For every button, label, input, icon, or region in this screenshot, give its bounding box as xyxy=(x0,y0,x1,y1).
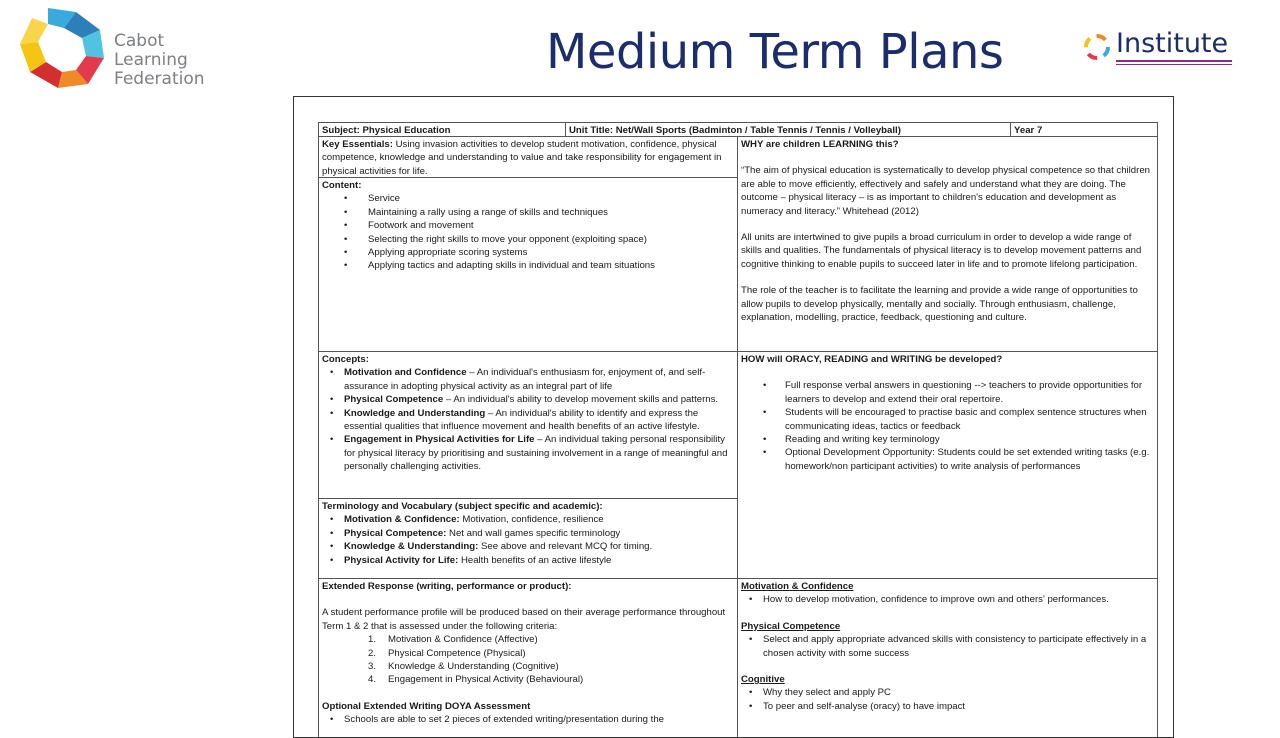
key-essentials-cell xyxy=(318,136,738,178)
criteria-text: Knowledge & Understanding (Cognitive) xyxy=(388,661,559,673)
extended-text: A student performance profile will be produced based on their average performance throughout Term 1 & 2 that is assessed under the following criteria: xyxy=(322,607,726,632)
content-item: • Applying appropriate scoring systems xyxy=(322,246,734,259)
terminology-item xyxy=(322,527,734,540)
assess-heading: Physical Competence xyxy=(741,620,841,632)
terminology-text: See above and relevant MCQ for timing. xyxy=(478,541,653,553)
oracy-list xyxy=(741,379,1154,473)
assess-item: • How to develop motivation, confidence to improve own and others' performances. xyxy=(741,593,1154,606)
oracy-item: • Reading and writing key terminology xyxy=(741,433,1154,446)
terminology-text: Health benefits of an active lifestyle xyxy=(458,554,612,566)
concept-text: – An individual's ability to develop movement skills and patterns. xyxy=(443,394,719,406)
terminology-term: Knowledge & Understanding: xyxy=(344,541,479,553)
extended-label: Extended Response (writing, performance or product): xyxy=(322,581,572,592)
criteria-item xyxy=(322,673,734,686)
assess-heading: Cognitive xyxy=(741,674,785,686)
concepts-label: Concepts: xyxy=(322,354,369,365)
concept-item xyxy=(322,366,734,393)
terminology-term: Motivation & Confidence: xyxy=(344,514,460,526)
key-essentials-text: Using invasion activities to develop student motivation, confidence, physical competence, knowledge and understanding to value and take responsibility for engagement in physical activities for life. xyxy=(322,139,722,177)
terminology-term: Physical Activity for Life: xyxy=(344,554,459,566)
why-learning-cell xyxy=(737,136,1158,352)
content-item: • Service xyxy=(322,192,734,205)
assessment-cell xyxy=(737,578,1158,738)
why-label: WHY are children LEARNING this? xyxy=(741,139,899,150)
content-list xyxy=(322,192,734,272)
criteria-text: Motivation & Confidence (Affective) xyxy=(388,634,538,646)
terminology-cell xyxy=(318,498,738,579)
subject-cell: Subject: Physical Education xyxy=(318,122,566,137)
concept-text: – An individual's ability to identify and express the essential qualities that influence movement and health benefits of an active lifestyle. xyxy=(344,407,700,433)
terminology-term: Physical Competence: xyxy=(344,527,447,539)
assess-item: • To peer and self-analyse (oracy) to have impact xyxy=(741,700,1154,713)
institute-label: Institute xyxy=(1116,28,1229,59)
content-item: • Maintaining a rally using a range of skills and techniques xyxy=(322,206,734,219)
criteria-list xyxy=(322,633,734,687)
oracy-item: • Full response verbal answers in questioning --> teachers to provide opportunities for learners to develop and extend their oral repertoire. xyxy=(741,379,1154,406)
terminology-item xyxy=(322,513,734,526)
assess-heading: Motivation & Confidence xyxy=(741,581,854,592)
terminology-item xyxy=(322,540,734,553)
criteria-number: 1. xyxy=(368,634,377,646)
oracy-cell xyxy=(737,351,1158,579)
org-name-line-1: Cabot xyxy=(114,31,165,51)
concept-term: Motivation and Confidence xyxy=(344,367,467,379)
assess-item: • Select and apply appropriate advanced skills with consistency to participate effectively in a chosen activity with some success xyxy=(741,633,1154,660)
optional-label: Optional Extended Writing DOYA Assessment xyxy=(322,700,531,712)
oracy-label: HOW will ORACY, READING and WRITING be developed? xyxy=(741,354,1003,365)
institute-underline-2 xyxy=(1116,64,1232,65)
extended-response-cell xyxy=(318,578,738,738)
org-name xyxy=(114,32,205,89)
concept-item xyxy=(322,433,734,473)
terminology-item xyxy=(322,554,734,567)
content-item: • Applying tactics and adapting skills in individual and team situations xyxy=(322,259,734,272)
key-essentials-label: Key Essentials: xyxy=(322,139,393,150)
institute-underline xyxy=(1116,60,1232,62)
criteria-item xyxy=(322,647,734,660)
assess-item: • Why they select and apply PC xyxy=(741,686,1154,699)
org-name-line-2: Learning xyxy=(114,50,188,70)
concept-item xyxy=(322,407,734,434)
oracy-item: • Students will be encouraged to practise basic and complex sentence structures when communicating ideas, tactics or feedback xyxy=(741,406,1154,433)
why-paragraph: The role of the teacher is to facilitate the learning and provide a wide range of opportunities to allow pupils to develop physically, mentally and socially. Through enthusiasm, challenge, explanation, modelling, practice, feedback, questioning and culture. xyxy=(741,285,1138,324)
content-item: • Selecting the right skills to move your opponent (exploiting space) xyxy=(322,233,734,246)
oracy-item: • Optional Development Opportunity: Students could be set extended writing tasks (e.g. homework/non participant activities) to write analysis of performances xyxy=(741,446,1154,473)
optional-item: • Schools are able to set 2 pieces of extended writing/presentation during the xyxy=(322,713,734,726)
concepts-cell xyxy=(318,351,738,499)
slide-title: Medium Term Plans xyxy=(546,24,1004,80)
concepts-list xyxy=(322,366,734,473)
terminology-list xyxy=(322,513,734,567)
criteria-number: 3. xyxy=(368,661,377,673)
criteria-text: Engagement in Physical Activity (Behavioural) xyxy=(388,674,584,686)
criteria-number: 2. xyxy=(368,647,377,659)
institute-logo-icon xyxy=(1082,32,1112,62)
concept-text: – An individual's enthusiasm for, enjoyment of, and self-assurance in adopting physical activity as an integral part of life xyxy=(344,367,706,392)
concept-term: Engagement in Physical Activities for Life xyxy=(344,434,535,446)
criteria-text: Physical Competence (Physical) xyxy=(388,647,526,659)
terminology-text: Net and wall games specific terminology xyxy=(446,527,621,539)
concept-text: – An individual taking personal responsibility for physical literacy by prioritising and sustaining involvement in a range of meaningful and personally challenging activities. xyxy=(344,434,728,473)
content-cell xyxy=(318,177,738,352)
concept-term: Knowledge and Understanding xyxy=(344,407,486,419)
year-cell: Year 7 xyxy=(1010,122,1158,137)
terminology-text: Motivation, confidence, resilience xyxy=(459,514,604,526)
content-item: • Footwork and movement xyxy=(322,219,734,232)
unit-title-cell: Unit Title: Net/Wall Sports (Badminton / Table Tennis / Tennis / Volleyball) xyxy=(565,122,1011,137)
terminology-label: Terminology and Vocabulary (subject specific and academic): xyxy=(322,501,603,512)
cabot-federation-logo-icon xyxy=(18,6,108,90)
why-paragraph: “The aim of physical education is systematically to develop physical competence so that children are able to move efficiently, effectively and safely and understand what they are doing. The outcome – physical literacy – is as important to children's education and development as numeracy and literacy.” Whitehead (2012) xyxy=(741,165,1151,217)
concept-term: Physical Competence xyxy=(344,394,444,406)
content-label: Content: xyxy=(322,180,362,191)
criteria-number: 4. xyxy=(368,674,377,686)
concept-item xyxy=(322,393,734,406)
org-name-line-3: Federation xyxy=(114,69,205,89)
criteria-item xyxy=(322,660,734,673)
criteria-item xyxy=(322,633,734,646)
why-paragraph: All units are intertwined to give pupils a broad curriculum in order to develop a wide range of skills and qualities. The fundamentals of physical literacy is to develop movement patterns and cognitive thinking to enable pupils to succeed later in life and to promote lifelong participation. xyxy=(741,232,1142,270)
medium-term-plan-document xyxy=(293,96,1174,738)
